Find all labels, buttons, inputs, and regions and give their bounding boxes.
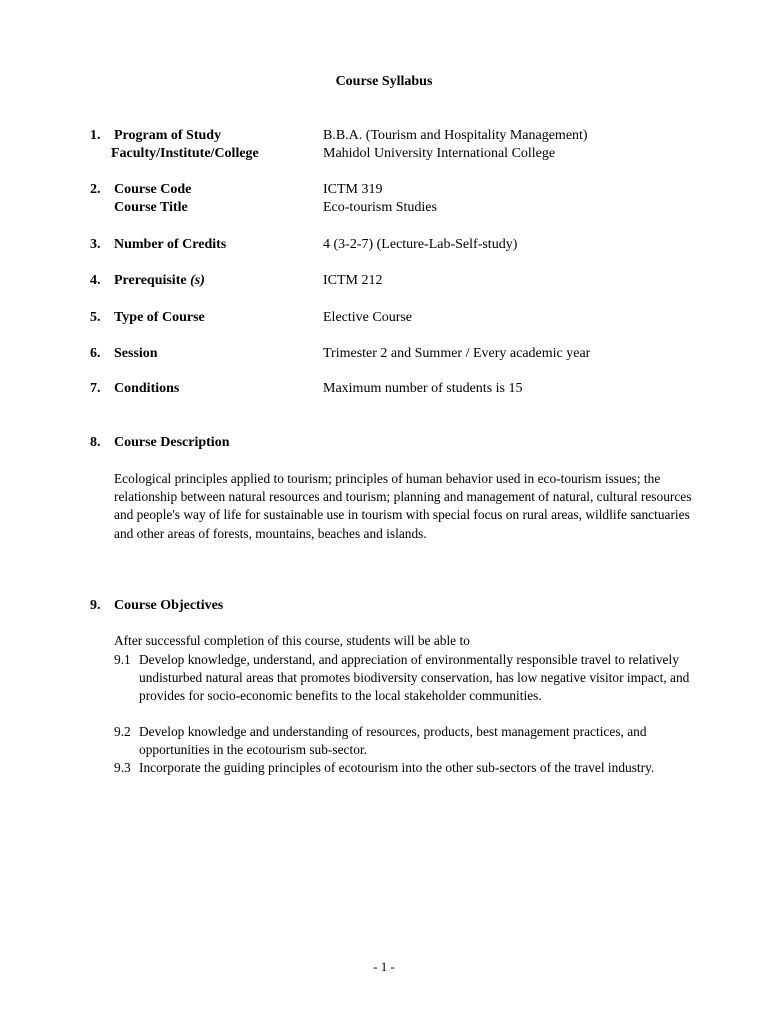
item-sublabel: Course Title (114, 200, 188, 215)
item-label: Conditions (114, 381, 180, 396)
objective-number: 9.3 (114, 760, 131, 775)
objective-number: 9.1 (114, 652, 131, 667)
objective-text: Develop knowledge, understand, and appreciation of environmentally responsible travel to relatively undisturbed natural areas that promotes biodiversity conservation, has low negative visitor impact, and provides for socio-economic benefits to the local stakeholder communities. (139, 652, 690, 704)
objective-number: 9.2 (114, 724, 131, 739)
item-value: 4 (3-2-7) (Lecture-Lab-Self-study) (323, 237, 518, 252)
course-description-text: Ecological principles applied to tourism; principles of human behavior used in eco-tourism issues; the relationship between natural resources and tourism; planning and management of natural, cultural resources and people's way of life for sustainable use in tourism with special focus on rural areas, wildlife sanctuaries and other areas of forests, mountains, beaches and islands. (114, 471, 692, 541)
objective-text: Incorporate the guiding principles of ecotourism into the other sub-sectors of the travel industry. (139, 760, 655, 775)
section-number: 9. (90, 598, 101, 613)
item-value: Maximum number of students is 15 (323, 381, 523, 396)
item-label: Session (114, 346, 158, 361)
document-title: Course Syllabus (335, 74, 433, 89)
item-label: Program of Study (114, 128, 222, 143)
item-number: 7. (90, 381, 101, 396)
objective-item (114, 759, 694, 777)
item-label: Course Code (114, 182, 192, 197)
item-subvalue: Eco-tourism Studies (323, 200, 437, 215)
objective-text: Develop knowledge and understanding of resources, products, best management practices, and opportunities in the ecotourism sub-sector. (139, 724, 647, 758)
item-number: 3. (90, 237, 101, 252)
item-value: B.B.A. (Tourism and Hospitality Management) (323, 128, 588, 143)
item-number: 4. (90, 273, 101, 288)
item-label: Number of Credits (114, 237, 227, 252)
item-value: ICTM 212 (323, 273, 383, 288)
item-number: 5. (90, 310, 101, 325)
item-subvalue: Mahidol University International College (323, 146, 556, 161)
item-label-italic: (s) (190, 273, 205, 288)
item-number: 6. (90, 346, 101, 361)
course-description-heading (90, 434, 230, 452)
item-label-main: Prerequisite (114, 273, 191, 288)
item-sublabel: Faculty/Institute/College (111, 146, 259, 161)
item-label (114, 272, 205, 290)
item-value: Trimester 2 and Summer / Every academic year (323, 346, 591, 361)
section-title: Course Description (114, 435, 230, 450)
item-number: 2. (90, 182, 101, 197)
item-value: Elective Course (323, 310, 413, 325)
objective-item (114, 651, 694, 706)
objective-item (114, 723, 694, 759)
item-number: 1. (90, 128, 101, 143)
section-title: Course Objectives (114, 598, 224, 613)
section-number: 8. (90, 435, 101, 450)
objectives-intro: After successful completion of this course, students will be able to (114, 633, 470, 648)
course-objectives-heading (90, 597, 223, 615)
item-label: Type of Course (114, 310, 205, 325)
page-number: - 1 - (373, 959, 395, 974)
item-value: ICTM 319 (323, 182, 383, 197)
